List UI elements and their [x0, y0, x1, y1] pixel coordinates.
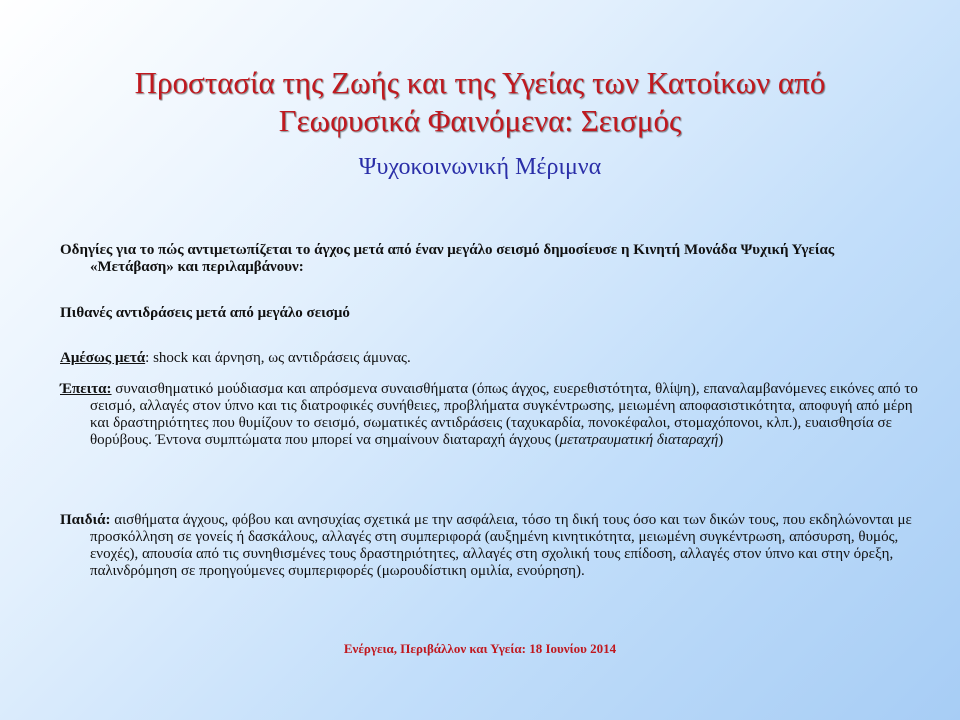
- reactions-heading-block: [60, 305, 920, 322]
- immediately-paragraph: [60, 350, 920, 367]
- then-end: ): [718, 432, 724, 448]
- intro-paragraph: Οδηγίες για το πώς αντιμετωπίζεται το άγχος μετά από έναν μεγάλο σεισμό δημοσίευσε η Κινητή Μονάδα Ψυχική Υγείας «Μετάβαση» και περιλαμβάνουν:: [60, 242, 835, 275]
- then-label: Έπειτα:: [60, 381, 112, 397]
- children-label: Παιδιά:: [60, 512, 111, 528]
- children-paragraph: [60, 512, 920, 580]
- slide-subtitle: Ψυχοκοινωνική Μέριμνα: [358, 154, 602, 180]
- then-block: [60, 381, 920, 449]
- immediately-block: [60, 350, 920, 367]
- children-text: αισθήματα άγχους, φόβου και ανησυχίας σχετικά με την ασφάλεια, τόσο τη δική τους όσο και των δικών τους, που εκδηλώνονται με προσκόλληση σε γονείς ή δασκάλους, αλλαγές στη συμπεριφορά (αυξημένη κινητικότητα, μειωμένη συγκέντρωση, απόσυρση, θυμός, ενοχές), απουσία από τις συνηθισμένες τους δραστηριότητες, αλλαγές στη σχολική τους επίδοση, αλλαγές στον ύπνο και στην όρεξη, παλινδρόμηση σε προηγούμενες συμπεριφορές (μωρουδίστικη ομιλία, ενούρηση).: [90, 512, 912, 579]
- immediately-text: : shock και άρνηση, ως αντιδράσεις άμυνας.: [145, 350, 411, 366]
- slide-title-line-2: Γεωφυσικά Φαινόμενα: Σεισμός: [278, 103, 682, 138]
- immediately-label: Αμέσως μετά: [60, 350, 146, 366]
- intro-block: [60, 242, 920, 276]
- slide-title: [0, 64, 960, 140]
- slide-title-line-1: Προστασία της Ζωής και της Υγείας των Κατοίκων από: [134, 65, 826, 100]
- then-italic-text: μετατραυματική διαταραχή: [559, 432, 719, 448]
- then-paragraph: [60, 381, 920, 449]
- then-text: συναισθηματικό μούδιασμα και απρόσμενα συναισθήματα (όπως άγχος, ευερεθιστότητα, θλίψη), επαναλαμβανόμενες εικόνες από το σεισμό, αλλαγές στον ύπνο και τις διατροφικές συνήθειες, προβλήματα συγκέντρωσης, μειωμένη αποφασιστικότητα, αποφυγή από μέρη και δραστηριότητες που θυμίζουν το σεισμό, σωματικές αντιδράσεις (ταχυκαρδία, πονοκέφαλοι, στομαχόπονοι, κλπ.), ευαισθησία σε θορύβους. Έντονα συμπτώματα που μπορεί να σημαίνουν διαταραχή άγχους (: [90, 381, 918, 448]
- reactions-heading: Πιθανές αντιδράσεις μετά από μεγάλο σεισμό: [60, 305, 350, 321]
- slide-footer: Ενέργεια, Περιβάλλον και Υγεία: 18 Ιουνίου 2014: [343, 641, 617, 656]
- children-block: [60, 512, 920, 580]
